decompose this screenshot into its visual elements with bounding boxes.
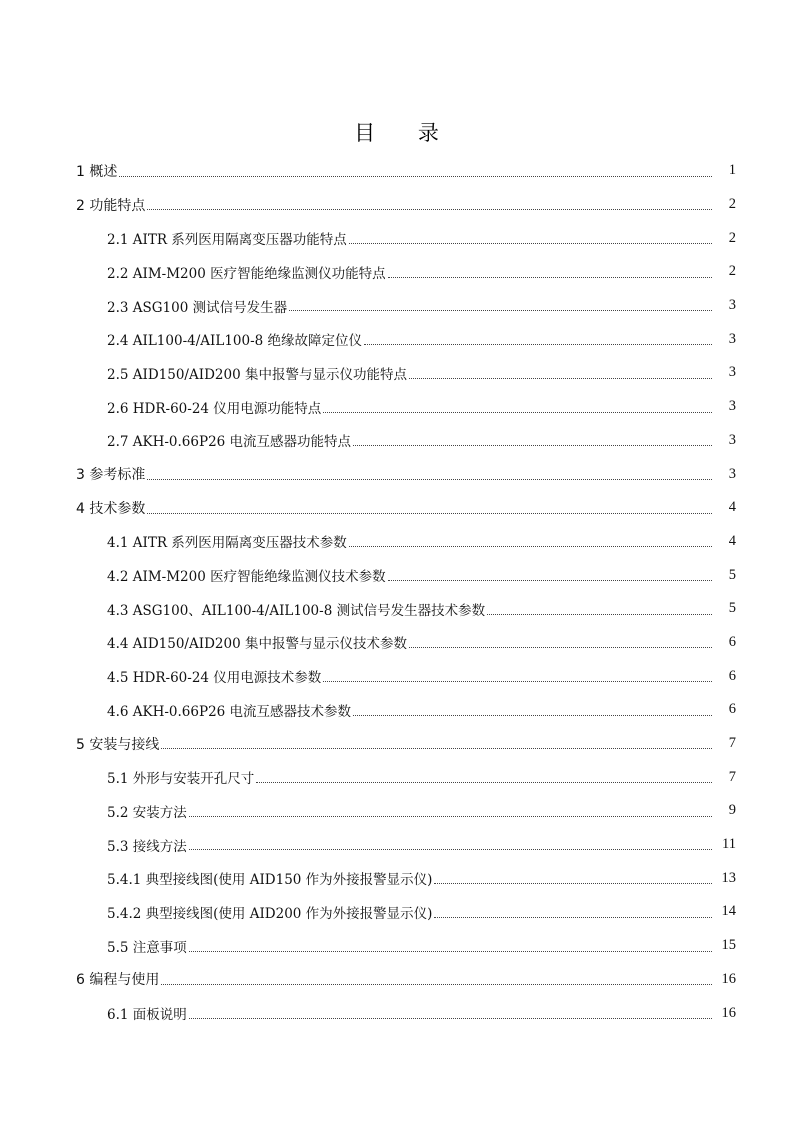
dot-leader (256, 781, 712, 783)
dot-leader (434, 882, 712, 884)
toc-page-number: 5 (728, 600, 736, 617)
toc-page-number: 16 (721, 970, 736, 987)
toc-entry[interactable] (0, 861, 793, 895)
toc-entry[interactable] (0, 221, 793, 255)
dot-leader (189, 1017, 712, 1019)
toc-entry[interactable] (0, 693, 793, 727)
dot-leader (323, 680, 712, 682)
dot-leader (364, 343, 712, 345)
toc-entry[interactable] (0, 659, 793, 693)
toc-entry-title: 2.5 AID150/AID200 集中报警与显示仪功能特点 (107, 366, 407, 383)
dot-leader (147, 208, 712, 210)
toc-entry[interactable] (0, 390, 793, 424)
toc-page-number: 6 (728, 701, 736, 718)
dot-leader (409, 646, 712, 648)
toc-entry[interactable] (0, 154, 793, 188)
table-of-contents (0, 154, 793, 1030)
toc-page-number: 6 (728, 633, 736, 650)
toc-entry[interactable] (0, 727, 793, 761)
dot-leader (119, 175, 712, 177)
dot-leader (388, 579, 712, 581)
toc-entry[interactable] (0, 929, 793, 963)
toc-entry-title: 1 概述 (76, 163, 118, 180)
toc-entry[interactable] (0, 457, 793, 491)
dot-leader (161, 747, 712, 749)
toc-page-number: 16 (721, 1004, 736, 1021)
dot-leader (388, 276, 712, 278)
toc-entry-title: 4.6 AKH-0.66P26 电流互感器技术参数 (107, 703, 352, 720)
toc-entry-title: 2.7 AKH-0.66P26 电流互感器功能特点 (107, 434, 352, 451)
toc-page-number: 3 (728, 431, 736, 448)
toc-entry-title: 5.5 注意事项 (107, 939, 187, 956)
toc-page-number: 3 (728, 398, 736, 415)
toc-entry[interactable] (0, 558, 793, 592)
dot-leader (409, 377, 712, 379)
toc-page-number: 7 (728, 735, 736, 752)
toc-page-number: 4 (728, 499, 736, 516)
toc-entry-title: 4.3 ASG100、AIL100-4/AIL100-8 测试信号发生器技术参数 (107, 602, 486, 619)
toc-entry-title: 5.2 安装方法 (107, 804, 187, 821)
toc-entry[interactable] (0, 760, 793, 794)
toc-entry[interactable] (0, 289, 793, 323)
toc-entry-title: 5.1 外形与安装开孔尺寸 (107, 771, 255, 788)
dot-leader (189, 848, 712, 850)
toc-page-number: 15 (721, 937, 736, 954)
toc-entry-title: 4.1 AITR 系列医用隔离变压器技术参数 (107, 535, 347, 552)
toc-page-number: 2 (728, 229, 736, 246)
toc-entry-title: 2.1 AITR 系列医用隔离变压器功能特点 (107, 232, 347, 249)
toc-entry-title: 5.3 接线方法 (107, 838, 187, 855)
toc-entry-title: 2.2 AIM-M200 医疗智能绝缘监测仪功能特点 (107, 265, 386, 282)
dot-leader (289, 309, 712, 311)
toc-entry-title: 4.2 AIM-M200 医疗智能绝缘监测仪技术参数 (107, 569, 386, 586)
toc-page-number: 9 (728, 802, 736, 819)
toc-entry[interactable] (0, 424, 793, 458)
toc-entry-title: 2.4 AIL100-4/AIL100-8 绝缘故障定位仪 (107, 333, 363, 350)
toc-page-number: 7 (728, 768, 736, 785)
toc-page-number: 6 (728, 667, 736, 684)
toc-entry-title: 5.4.2 典型接线图(使用 AID200 作为外接报警显示仪) (107, 905, 433, 922)
toc-entry-title: 6.1 面板说明 (107, 1007, 187, 1024)
toc-entry-title: 4.4 AID150/AID200 集中报警与显示仪技术参数 (107, 636, 407, 653)
toc-entry[interactable] (0, 828, 793, 862)
dot-leader (189, 815, 712, 817)
toc-entry-title: 4.5 HDR-60-24 仪用电源技术参数 (107, 670, 322, 687)
toc-page-number: 3 (728, 364, 736, 381)
dot-leader (147, 478, 712, 480)
toc-page-number: 2 (728, 196, 736, 213)
dot-leader (353, 444, 712, 446)
toc-page-number: 14 (721, 903, 736, 920)
toc-entry[interactable] (0, 322, 793, 356)
dot-leader (349, 545, 712, 547)
dot-leader (147, 512, 712, 514)
dot-leader (349, 242, 712, 244)
page-title: 目 录 (354, 121, 457, 145)
toc-page-number: 3 (728, 465, 736, 482)
toc-entry[interactable] (0, 963, 793, 997)
toc-entry-title: 4 技术参数 (76, 500, 146, 517)
toc-page-number: 13 (721, 869, 736, 886)
toc-entry[interactable] (0, 188, 793, 222)
toc-entry[interactable] (0, 592, 793, 626)
toc-entry[interactable] (0, 996, 793, 1030)
toc-entry-title: 5 安装与接线 (76, 736, 160, 753)
dot-leader (189, 950, 712, 952)
toc-page-number: 3 (728, 297, 736, 314)
dot-leader (161, 983, 712, 985)
toc-entry[interactable] (0, 895, 793, 929)
toc-page-number: 2 (728, 263, 736, 280)
toc-page-number: 5 (728, 566, 736, 583)
toc-entry-title: 2.6 HDR-60-24 仪用电源功能特点 (107, 400, 322, 417)
dot-leader (323, 411, 712, 413)
toc-entry[interactable] (0, 491, 793, 525)
dot-leader (487, 613, 712, 615)
toc-entry[interactable] (0, 356, 793, 390)
dot-leader (353, 714, 712, 716)
toc-entry[interactable] (0, 525, 793, 559)
toc-entry-title: 3 参考标准 (76, 467, 146, 484)
toc-entry[interactable] (0, 255, 793, 289)
dot-leader (434, 916, 712, 918)
toc-page-number: 4 (728, 532, 736, 549)
toc-page-number: 1 (728, 162, 736, 179)
toc-entry-title: 2 功能特点 (76, 197, 146, 214)
toc-entry-title: 5.4.1 典型接线图(使用 AID150 作为外接报警显示仪) (107, 872, 433, 889)
toc-entry[interactable] (0, 794, 793, 828)
toc-page-number: 3 (728, 330, 736, 347)
toc-entry[interactable] (0, 626, 793, 660)
toc-entry-title: 6 编程与使用 (76, 972, 160, 989)
toc-entry-title: 2.3 ASG100 测试信号发生器 (107, 299, 288, 316)
toc-page-number: 11 (722, 836, 736, 853)
